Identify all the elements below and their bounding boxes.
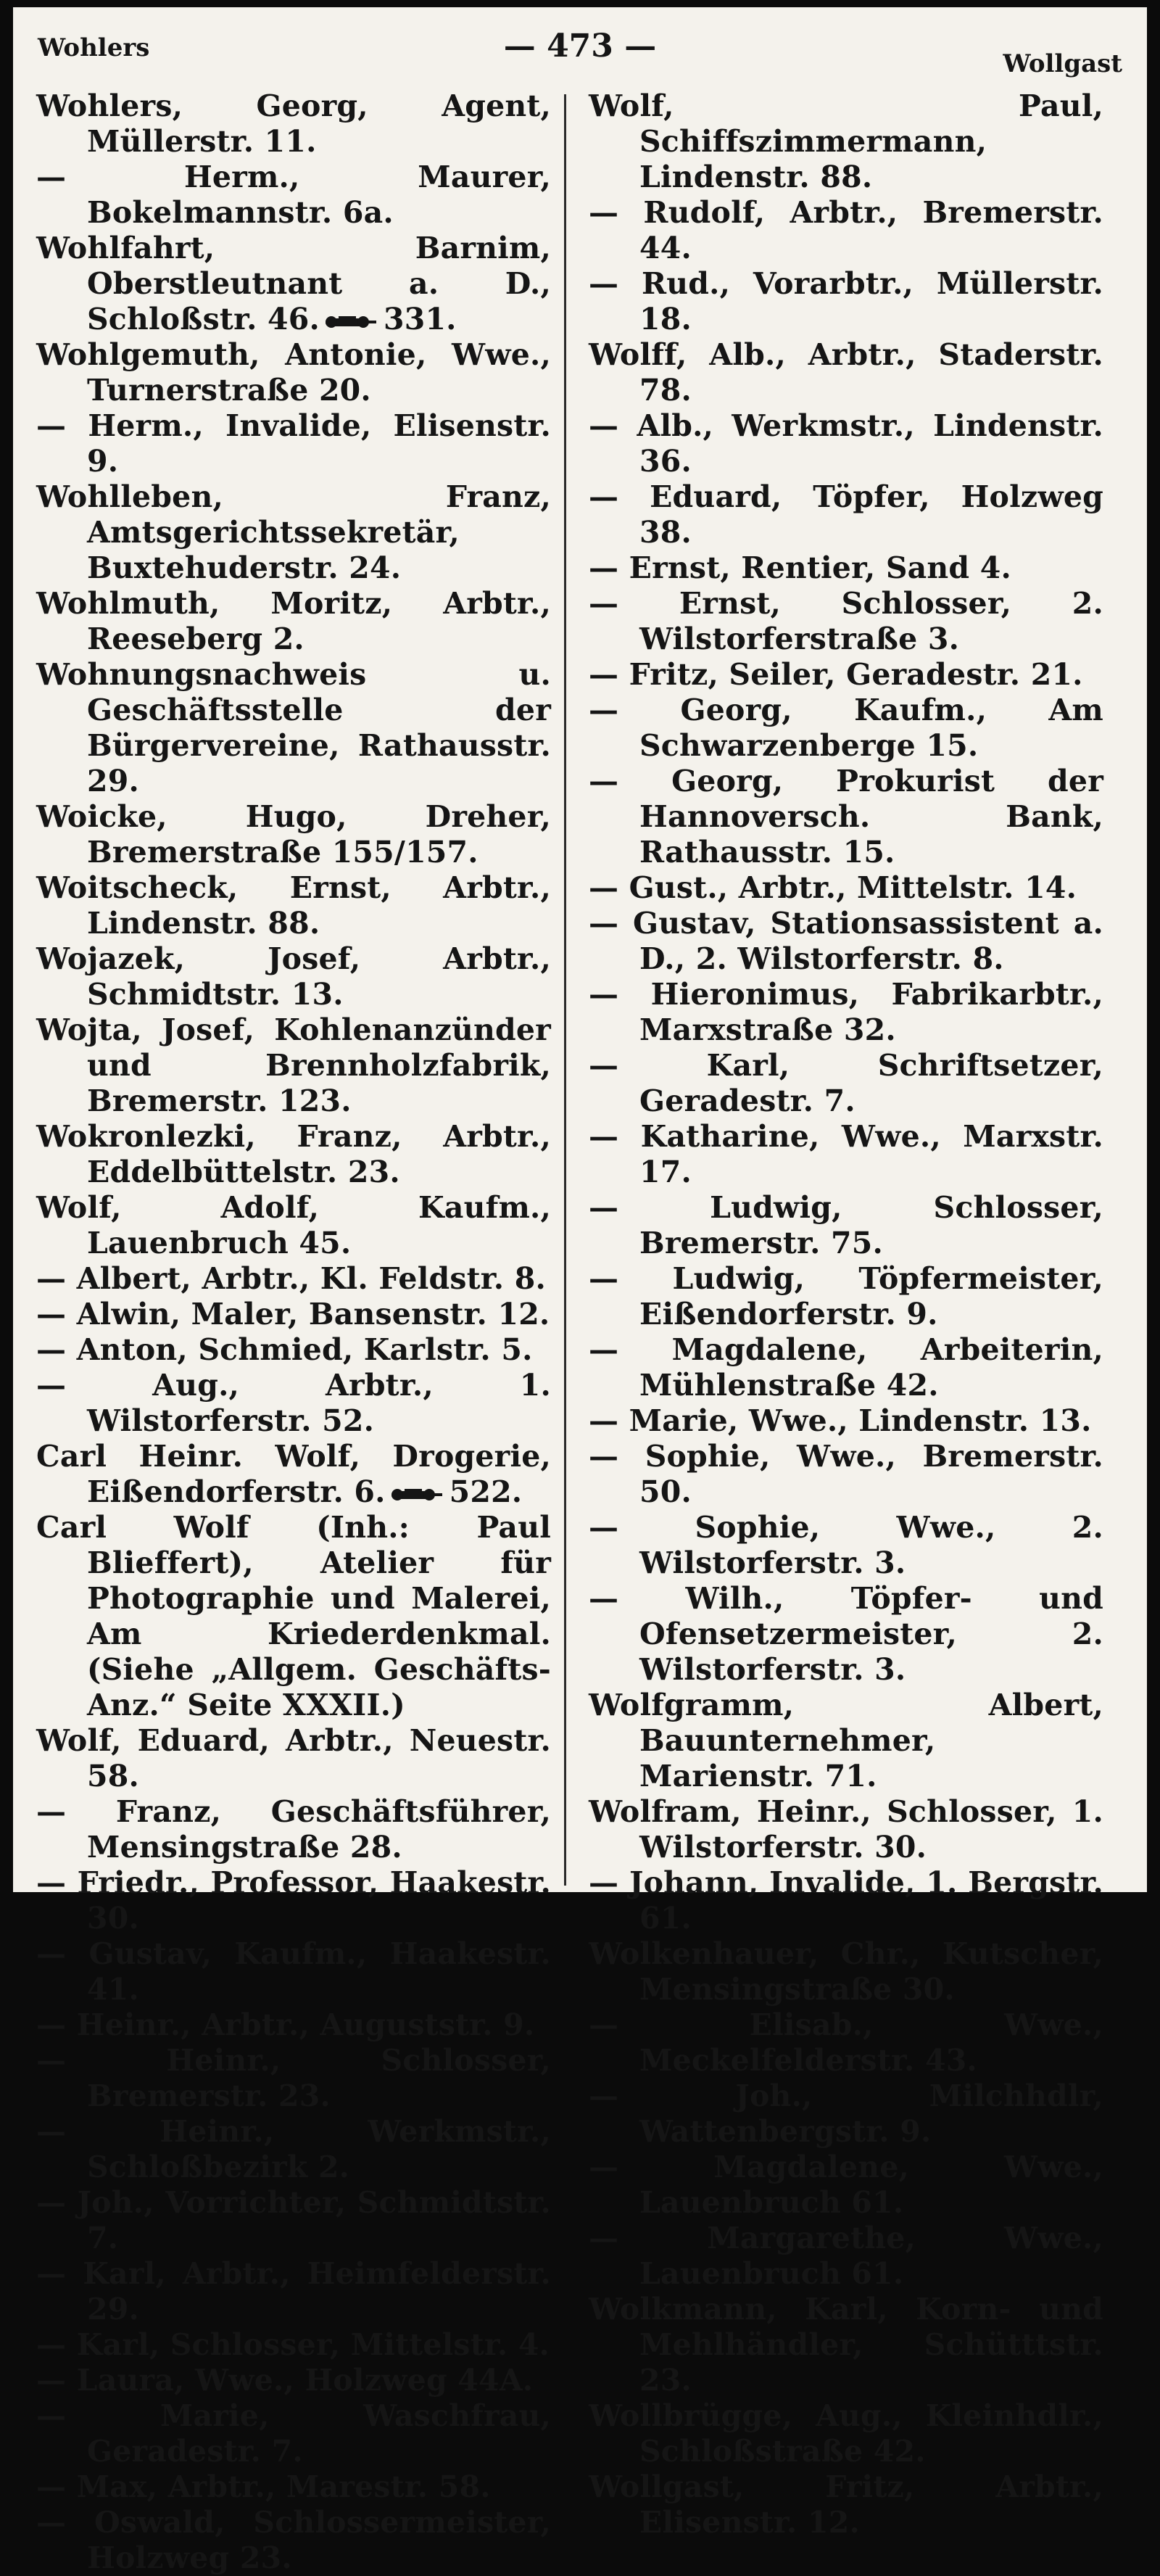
directory-entry [36, 2505, 551, 2576]
entry-text: — Ludwig, Töpfermeister, Eißendorferstr. 9. [589, 1261, 1103, 1332]
directory-entry [589, 337, 1103, 408]
directory-entry [589, 870, 1103, 906]
directory-entry [36, 1297, 551, 1332]
entry-text: — Joh., Milchhdlr, Wattenbergstr. 9. [589, 2078, 1103, 2149]
entry-text: Wollbrügge, Aug., Kleinhdlr., Schloßstraße 42. [589, 2398, 1103, 2469]
entry-text: — Aug., Arbtr., 1. Wilstorferstr. 52. [36, 1368, 551, 1438]
directory-entry [589, 550, 1103, 586]
directory-entry [589, 2221, 1103, 2292]
directory-entry [36, 657, 551, 799]
directory-entry [589, 906, 1103, 977]
entry-text: — Gustav, Stationsassistent a. D., 2. Wilstorferstr. 8. [589, 906, 1103, 976]
directory-entry [36, 2256, 551, 2327]
entry-text: — Karl, Schlosser, Mittelstr. 4. [36, 2327, 550, 2362]
entry-text: — Anton, Schmied, Karlstr. 5. [36, 1332, 533, 1367]
entry-text: — Friedr., Professor, Haakestr. 30. [36, 1865, 551, 1936]
column-divider [564, 94, 566, 1886]
header-last-name: Wollgast [1003, 49, 1122, 78]
entry-text: — Alwin, Maler, Bansenstr. 12. [36, 1297, 550, 1332]
entry-text: — Wilh., Töpfer- und Ofensetzermeister, 2. Wilstorferstr. 3. [589, 1581, 1103, 1687]
entry-text: — Magdalene, Arbeiterin, Mühlenstraße 42. [589, 1332, 1103, 1403]
directory-entry [36, 2398, 551, 2469]
directory-entry [589, 2292, 1103, 2398]
entry-text: — Hieronimus, Fabrikarbtr., Marxstraße 32. [589, 977, 1103, 1047]
directory-entry [589, 586, 1103, 657]
entry-text: Carl Wolf (Inh.: Paul Blieffert), Atelier für Photographie und Malerei, Am Kriederdenkmal. (Siehe „Allgem. Geschäfts-Anz.“ Seite XXXII.) [36, 1510, 551, 1722]
directory-entry [36, 408, 551, 479]
page-header [13, 17, 1147, 78]
entry-text: — Herm., Invalide, Elisenstr. 9. [36, 408, 551, 479]
entry-text: — Alb., Werkmstr., Lindenstr. 36. [589, 408, 1103, 479]
entry-text: — Eduard, Töpfer, Holzweg 38. [589, 479, 1103, 550]
entry-text: — Magdalene, Wwe., Lauenbruch 61. [589, 2150, 1103, 2220]
directory-entry [589, 1936, 1103, 2007]
entry-text: Wollgast, Fritz, Arbtr., Elisenstr. 12. [589, 2469, 1103, 2540]
entry-text: Wolf, Paul, Schiffszimmermann, Lindenstr. 88. [589, 88, 1103, 194]
directory-entry [589, 2007, 1103, 2078]
entry-text: — Gust., Arbtr., Mittelstr. 14. [589, 870, 1077, 905]
telephone-icon [324, 313, 376, 331]
directory-entry [589, 1261, 1103, 1332]
directory-entry [36, 1936, 551, 2007]
directory-page [13, 7, 1147, 2575]
entry-text: — Marie, Waschfrau, Geradestr. 7. [36, 2398, 551, 2469]
entry-text: — Oswald, Schlossermeister, Holzweg 23. [36, 2505, 551, 2575]
entry-text: — Albert, Arbtr., Kl. Feldstr. 8. [36, 1261, 546, 1296]
entry-text: Woitscheck, Ernst, Arbtr., Lindenstr. 88. [36, 870, 551, 941]
directory-entry [589, 479, 1103, 550]
directory-entry [589, 2150, 1103, 2221]
directory-entry [589, 1865, 1103, 1936]
directory-entry [36, 1865, 551, 1936]
entry-text: — Ernst, Rentier, Sand 4. [589, 550, 1011, 585]
entry-text: Wolfgramm, Albert, Bauunternehmer, Marienstr. 71. [589, 1688, 1103, 1793]
entry-text: — Margarethe, Wwe., Lauenbruch 61. [589, 2221, 1103, 2291]
left-column [36, 88, 551, 2576]
entry-text: — Laura, Wwe., Holzweg 44A. [36, 2363, 534, 2398]
page-number: — 473 — [503, 28, 657, 65]
entry-text: Wohlgemuth, Antonie, Wwe., Turnerstraße 20. [36, 337, 551, 408]
directory-entry [36, 479, 551, 586]
entry-text: — Max, Arbtr., Marestr. 58. [36, 2469, 491, 2504]
entry-text: Wohnungsnachweis u. Geschäftsstelle der Bürgervereine, Rathausstr. 29. [36, 657, 551, 798]
directory-entry [36, 586, 551, 657]
directory-entry [589, 1581, 1103, 1688]
entry-text: — Gustav, Kaufm., Haakestr. 41. [36, 1936, 551, 2007]
directory-entry [589, 2078, 1103, 2150]
entry-text: — Ludwig, Schlosser, Bremerstr. 75. [589, 1190, 1103, 1260]
directory-entry [589, 195, 1103, 266]
entry-text: Wojta, Josef, Kohlenanzünder und Brennholzfabrik, Bremerstr. 123. [36, 1012, 551, 1118]
directory-entry [36, 1012, 551, 1119]
directory-entry [589, 657, 1103, 693]
directory-entry [589, 1403, 1103, 1439]
directory-entry [36, 870, 551, 941]
directory-entry [36, 337, 551, 408]
entry-text: Wolkmann, Karl, Korn- und Mehlhändler, Schütttstr. 23. [589, 2292, 1103, 2398]
directory-entry [589, 88, 1103, 195]
entry-text: — Karl, Schriftsetzer, Geradestr. 7. [589, 1048, 1103, 1118]
directory-entry [36, 160, 551, 231]
entry-text: Wolkenhauer, Chr., Kutscher, Mensingstraße 30. [589, 1936, 1103, 2007]
directory-entry [589, 1048, 1103, 1119]
directory-entry [36, 1190, 551, 1261]
directory-entry [36, 1439, 551, 1510]
directory-entry [36, 231, 551, 337]
directory-entry [589, 2398, 1103, 2469]
directory-entry [589, 1190, 1103, 1261]
entry-text: — Sophie, Wwe., Bremerstr. 50. [589, 1439, 1103, 1509]
directory-entry [36, 1510, 551, 1723]
entry-text: — Elisab., Wwe., Meckelfelderstr. 43. [589, 2007, 1103, 2078]
entry-text: Wolfram, Heinr., Schlosser, 1. Wilstorferstr. 30. [589, 1794, 1103, 1865]
directory-entry [36, 2043, 551, 2114]
directory-entry [36, 2327, 551, 2363]
entry-text: — Rud., Vorarbtr., Müllerstr. 18. [589, 266, 1103, 337]
entry-text: — Karl, Arbtr., Heimfelderstr. 29. [36, 2256, 551, 2327]
directory-entry [36, 2007, 551, 2043]
entry-text: — Ernst, Schlosser, 2. Wilstorferstraße 3. [589, 586, 1103, 656]
entry-text: Wohlmuth, Moritz, Arbtr., Reeseberg 2. [36, 586, 551, 656]
entry-text: Wojazek, Josef, Arbtr., Schmidtstr. 13. [36, 941, 551, 1012]
directory-entry [589, 693, 1103, 764]
directory-entry [589, 764, 1103, 870]
entry-text: Carl Heinr. Wolf, Drogerie, Eißendorferstr. 6. [36, 1439, 551, 1509]
entry-text: Wokronlezki, Franz, Arbtr., Eddelbüttelstr. 23. [36, 1119, 551, 1189]
phone-number: 522. [449, 1474, 523, 1509]
directory-entry [589, 977, 1103, 1048]
directory-entry [36, 2114, 551, 2185]
directory-entry [589, 2469, 1103, 2540]
directory-entry [589, 1439, 1103, 1510]
directory-entry [36, 941, 551, 1012]
entry-text: — Marie, Wwe., Lindenstr. 13. [589, 1403, 1092, 1438]
directory-entry [36, 1794, 551, 1865]
entry-text: — Heinr., Schlosser, Bremerstr. 23. [36, 2043, 551, 2113]
directory-entry [589, 1794, 1103, 1865]
entry-text: — Heinr., Werkmstr., Schloßbezirk 2. [36, 2114, 551, 2184]
directory-entry [36, 2185, 551, 2256]
entry-text: — Johann, Invalide, 1. Bergstr. 61. [589, 1865, 1103, 1936]
entry-text: — Rudolf, Arbtr., Bremerstr. 44. [589, 195, 1103, 265]
directory-entry [36, 1261, 551, 1297]
entry-text: Woicke, Hugo, Dreher, Bremerstraße 155/157. [36, 799, 551, 870]
telephone-icon [390, 1486, 442, 1503]
entry-text: — Fritz, Seiler, Geradestr. 21. [589, 657, 1083, 692]
entry-text: — Joh., Vorrichter, Schmidtstr. 7. [36, 2185, 551, 2255]
directory-entry [36, 1368, 551, 1439]
directory-entry [589, 1332, 1103, 1403]
entry-text: Wolff, Alb., Arbtr., Staderstr. 78. [589, 337, 1103, 408]
phone-number: 331. [384, 302, 457, 337]
directory-entry [589, 408, 1103, 479]
entry-text: — Katharine, Wwe., Marxstr. 17. [589, 1119, 1103, 1189]
directory-entry [589, 266, 1103, 337]
directory-entry [36, 2363, 551, 2398]
entry-text: Wolf, Adolf, Kaufm., Lauenbruch 45. [36, 1190, 551, 1260]
directory-entry [36, 1723, 551, 1794]
directory-entry [36, 799, 551, 870]
entry-text: — Georg, Kaufm., Am Schwarzenberge 15. [589, 693, 1103, 763]
entry-text: — Heinr., Arbtr., Auguststr. 9. [36, 2007, 535, 2042]
entry-text: Wohlers, Georg, Agent, Müllerstr. 11. [36, 88, 551, 159]
directory-entry [36, 2469, 551, 2505]
directory-entry [589, 1119, 1103, 1190]
header-first-name: Wohlers [38, 33, 150, 62]
directory-entry [36, 1332, 551, 1368]
entry-text: Wohlleben, Franz, Amtsgerichtssekretär, Buxtehuderstr. 24. [36, 479, 551, 585]
entry-text: Wohlfahrt, Barnim, Oberstleutnant a. D., Schloßstr. 46. [36, 231, 551, 337]
entry-text: — Herm., Maurer, Bokelmannstr. 6a. [36, 160, 551, 230]
entry-text: — Georg, Prokurist der Hannoversch. Bank, Rathausstr. 15. [589, 764, 1103, 870]
directory-entry [36, 88, 551, 160]
entry-text: — Franz, Geschäftsführer, Mensingstraße 28. [36, 1794, 551, 1865]
directory-entry [589, 1510, 1103, 1581]
entry-text: Wolf, Eduard, Arbtr., Neuestr. 58. [36, 1723, 551, 1793]
directory-entry [36, 1119, 551, 1190]
right-column [589, 88, 1103, 2540]
directory-entry [589, 1688, 1103, 1794]
entry-text: — Sophie, Wwe., 2. Wilstorferstr. 3. [589, 1510, 1103, 1580]
